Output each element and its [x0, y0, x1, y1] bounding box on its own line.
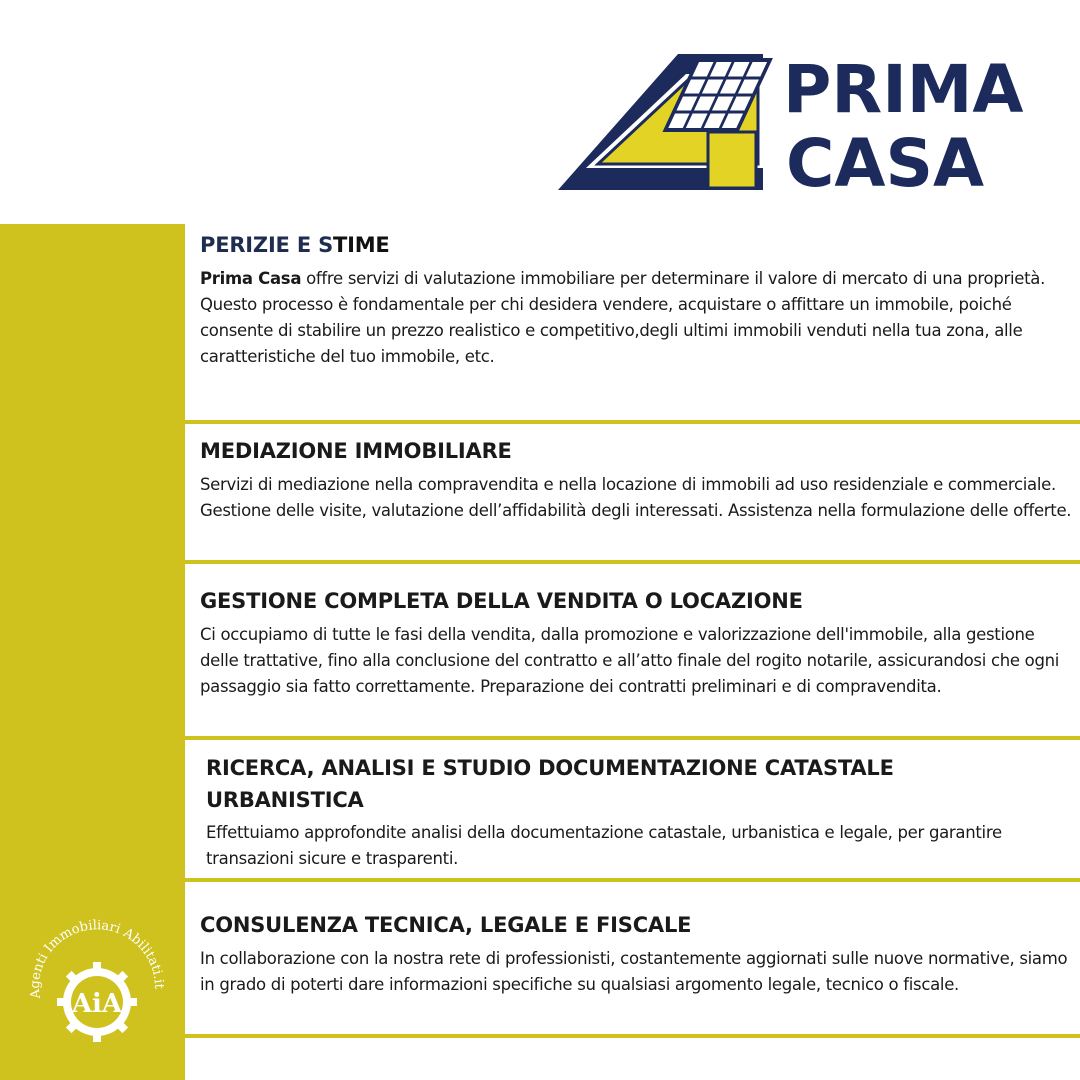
badge-monogram: AiA: [71, 989, 123, 1019]
section-gestione: [200, 588, 1075, 700]
section-perizie-stime: [200, 232, 1075, 370]
title-part-b: TIME: [333, 233, 390, 257]
section-body: In collaborazione con la nostra rete di professionisti, costantemente aggiornati sulle nuove normative, siamo in grado di poterti dare informazioni specifiche su qualsiasi argomento legale, tecnico o fiscale.: [200, 949, 1068, 994]
section-title: MEDIAZIONE IMMOBILIARE: [200, 439, 512, 463]
section-divider: [185, 420, 1080, 424]
logo-line1: PRIMA: [783, 51, 1024, 128]
section-title: RICERCA, ANALISI E STUDIO DOCUMENTAZIONE CATASTALE URBANISTICA: [206, 756, 894, 812]
section-body: Ci occupiamo di tutte le fasi della vendita, dalla promozione e valorizzazione dell'immobile, alla gestione delle trattative, fino alla conclusione del contratto e all’atto finale del rogito notarile, assicurandosi che ogni passaggio sia fatto correttamente. Preparazione dei contratti preliminari e di compravendita.: [200, 625, 1060, 696]
section-divider: [185, 1034, 1080, 1038]
section-title: [200, 232, 1075, 258]
section-title: CONSULENZA TECNICA, LEGALE E FISCALE: [200, 913, 692, 937]
section-body: Servizi di mediazione nella compravendita e nella locazione di immobili ad uso residenziale e commerciale. Gestione delle visite, valutazione dell’affidabilità degli interessati. Assistenza nella formulazione delle offerte.: [200, 475, 1072, 520]
badge-arc-text: Agenti Immobiliari Abilitati.it: [27, 918, 167, 1000]
brand-name: Prima Casa: [200, 269, 302, 288]
section-mediazione: [200, 438, 1075, 524]
title-part-a: PERIZIE E S: [200, 233, 333, 257]
section-body: [200, 266, 1075, 370]
section-title: GESTIONE COMPLETA DELLA VENDITA O LOCAZIONE: [200, 589, 803, 613]
section-ricerca: [206, 752, 1002, 872]
prima-casa-logo: [558, 40, 1033, 200]
section-divider: [185, 560, 1080, 564]
section-divider: [185, 878, 1080, 882]
logo-line2: CASA: [786, 125, 985, 200]
section-divider: [185, 736, 1080, 740]
aia-badge-logo: [22, 910, 172, 1060]
section-consulenza: [200, 912, 1075, 998]
section-body: Effettuiamo approfondite analisi della documentazione catastale, urbanistica e legale, per garantire transazioni sicure e trasparenti.: [206, 823, 1002, 868]
body-text: offre servizi di valutazione immobiliare per determinare il valore di mercato di una proprietà. Questo processo è fondamentale per chi desidera vendere, acquistare o affittare un immobile, poiché consente di stabilire un prezzo realistico e competitivo,degli ultimi immobili venduti nella tua zona, alle caratteristiche del tuo immobile, etc.: [200, 269, 1046, 366]
